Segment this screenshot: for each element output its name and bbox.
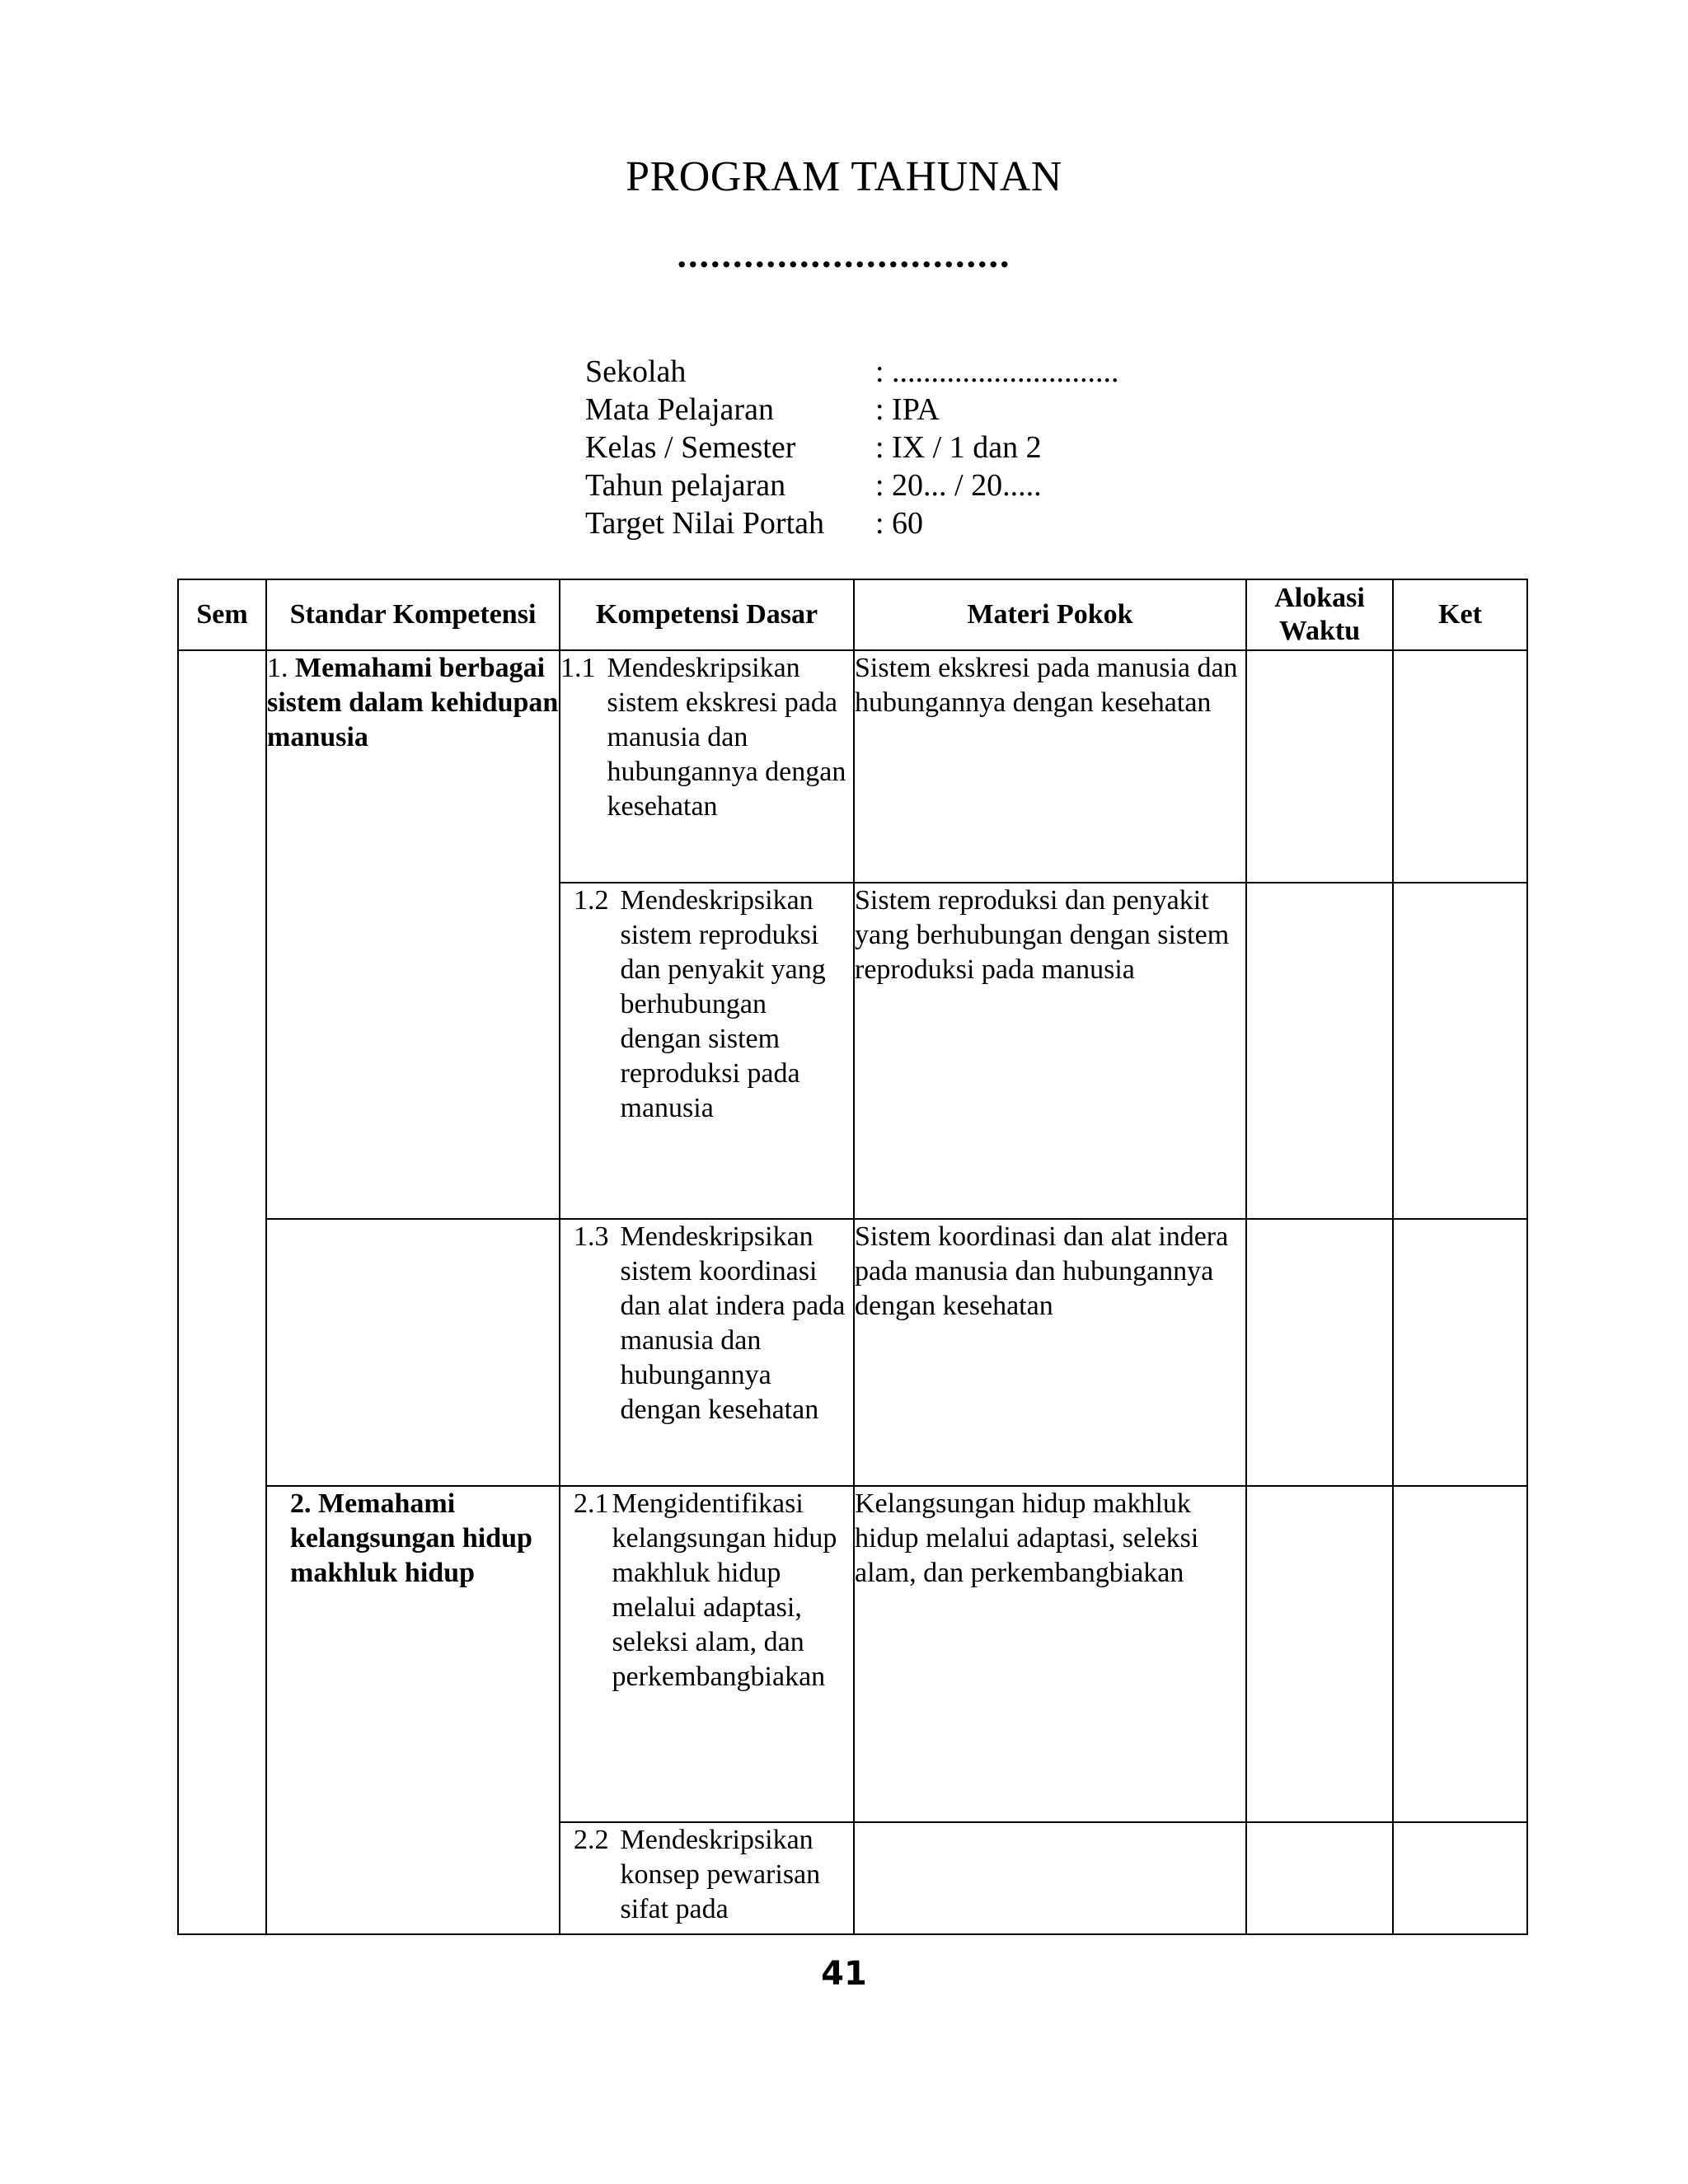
- header-ket: Ket: [1393, 579, 1527, 650]
- info-label: Mata Pelajaran: [585, 392, 774, 427]
- standar-kompetensi-cell: [266, 650, 560, 1219]
- header-alokasi-line1: Alokasi: [1274, 583, 1365, 613]
- info-value: : 20... / 20.....: [875, 468, 1042, 503]
- kd-item: [574, 1487, 853, 1694]
- header-alokasi-line2: Waktu: [1278, 616, 1361, 646]
- info-label: Kelas / Semester: [585, 430, 796, 465]
- table-row: [178, 1219, 1527, 1486]
- kd-number: 1.3: [574, 1221, 609, 1252]
- materi-pokok-cell: [854, 1822, 1246, 1934]
- kd-text: Mendeskripsikan sistem koordinasi dan alat indera pada manusia dan hubungannya dengan kesehatan: [620, 1221, 846, 1425]
- sem-cell: [178, 650, 266, 1934]
- alokasi-waktu-cell: [1246, 1822, 1393, 1934]
- info-label: Sekolah: [585, 354, 687, 389]
- header-materi-pokok: Materi Pokok: [854, 579, 1246, 650]
- ket-cell: [1393, 650, 1527, 883]
- page-subtitle-placeholder: ..............................: [677, 233, 1011, 275]
- info-value: : IX / 1 dan 2: [875, 430, 1042, 465]
- materi-pokok-cell: Kelangsungan hidup makhluk hidup melalui adaptasi, seleksi alam, dan perkembangbiakan: [854, 1486, 1246, 1822]
- ket-cell: [1393, 883, 1527, 1219]
- kd-item: [574, 883, 853, 1126]
- kd-text: Mengidentifikasi kelangsungan hidup makhluk hidup melalui adaptasi, seleksi alam, dan perkembangbiakan: [612, 1488, 837, 1692]
- sk-text: Memahami kelangsungan hidup makhluk hidup: [290, 1488, 532, 1588]
- page-number: 41: [821, 1955, 867, 1993]
- program-table: [177, 579, 1528, 1935]
- ket-cell: [1393, 1822, 1527, 1934]
- header-sem: Sem: [178, 579, 266, 650]
- table-row: [178, 650, 1527, 883]
- kompetensi-dasar-cell: [560, 883, 854, 1219]
- ket-cell: [1393, 1486, 1527, 1822]
- kd-item: [560, 651, 853, 824]
- kd-item: [574, 1220, 853, 1427]
- standar-kompetensi-cell: [266, 1219, 560, 1486]
- info-row-sekolah: [585, 353, 1119, 391]
- header-kompetensi-dasar: Kompetensi Dasar: [560, 579, 854, 650]
- info-value: : .............................: [875, 354, 1119, 389]
- kd-text: Mendeskripsikan konsep pewarisan sifat pada: [620, 1825, 821, 1924]
- kd-text: Mendeskripsikan sistem reproduksi dan penyakit yang berhubungan dengan sistem reproduksi pada manusia: [620, 885, 826, 1123]
- standar-kompetensi-cell: [266, 1486, 560, 1934]
- header-standar-kompetensi: Standar Kompetensi: [266, 579, 560, 650]
- info-row-mata-pelajaran: [585, 391, 1119, 429]
- table-row: [178, 1486, 1527, 1822]
- info-value: : IPA: [875, 392, 940, 427]
- info-value: : 60: [875, 506, 924, 541]
- kd-text: Mendeskripsikan sistem ekskresi pada manusia dan hubungannya dengan kesehatan: [607, 653, 846, 822]
- kd-number: 2.2: [574, 1825, 609, 1855]
- alokasi-waktu-cell: [1246, 1486, 1393, 1822]
- info-label: Tahun pelajaran: [585, 468, 786, 503]
- kd-number: 2.1: [574, 1488, 609, 1519]
- table-header-row: [178, 579, 1527, 650]
- kompetensi-dasar-cell: [560, 1822, 854, 1934]
- info-label: Target Nilai Portah: [585, 506, 825, 541]
- alokasi-waktu-cell: [1246, 1219, 1393, 1486]
- page-title: PROGRAM TAHUNAN: [626, 153, 1062, 200]
- info-row-tahun-pelajaran: [585, 466, 1119, 504]
- sk-number: 1.: [267, 653, 288, 683]
- kd-number: 1.1: [560, 653, 596, 683]
- kompetensi-dasar-cell: [560, 1219, 854, 1486]
- kd-item: [574, 1823, 853, 1927]
- sk-text: Memahami berbagai sistem dalam kehidupan manusia: [267, 653, 559, 752]
- info-row-kelas-semester: [585, 429, 1119, 466]
- materi-pokok-cell: Sistem koordinasi dan alat indera pada manusia dan hubungannya dengan kesehatan: [854, 1219, 1246, 1486]
- info-row-target-nilai: [585, 504, 1119, 542]
- alokasi-waktu-cell: [1246, 650, 1393, 883]
- header-alokasi-waktu: [1246, 579, 1393, 650]
- alokasi-waktu-cell: [1246, 883, 1393, 1219]
- info-block: [585, 353, 1119, 542]
- kd-number: 1.2: [574, 885, 609, 916]
- kompetensi-dasar-cell: [560, 650, 854, 883]
- sk-number: 2.: [290, 1488, 312, 1519]
- materi-pokok-cell: Sistem ekskresi pada manusia dan hubungannya dengan kesehatan: [854, 650, 1246, 883]
- materi-pokok-cell: Sistem reproduksi dan penyakit yang berhubungan dengan sistem reproduksi pada manusia: [854, 883, 1246, 1219]
- kompetensi-dasar-cell: [560, 1486, 854, 1822]
- ket-cell: [1393, 1219, 1527, 1486]
